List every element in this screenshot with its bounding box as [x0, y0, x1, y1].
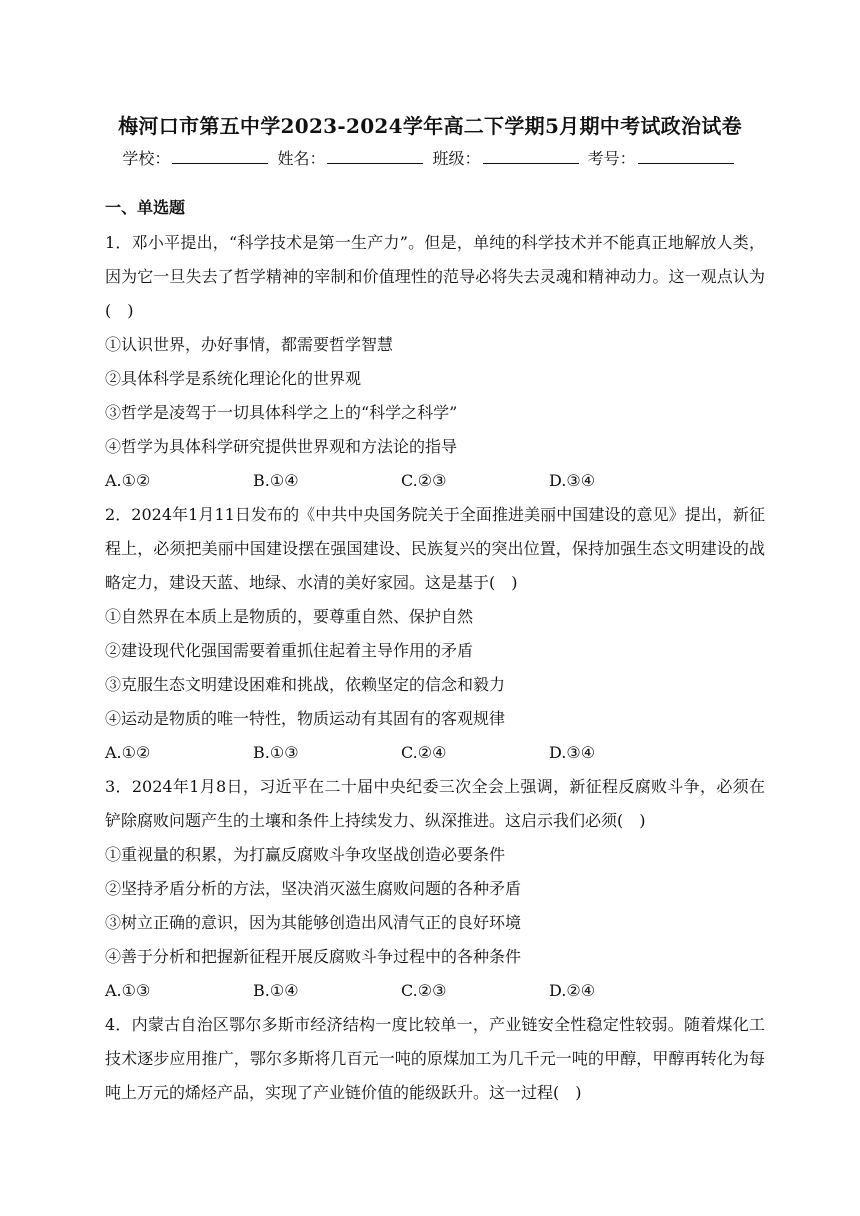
name-blank[interactable]: [327, 149, 423, 164]
section-heading: 一、单选题: [105, 198, 186, 217]
choice-a[interactable]: A.①③: [105, 981, 151, 1000]
question-option: ②具体科学是系统化理论化的世界观: [105, 369, 362, 388]
question-option: ③树立正确的意识，因为其能够创造出风清气正的良好环境: [105, 913, 522, 932]
question-4: [105, 1008, 765, 1110]
question-stem: 1．邓小平提出，“科学技术是第一生产力”。但是，单纯的科学技术并不能真正地解放人类，因为它一旦失去了哲学精神的宰制和价值理性的范导必将失去灵魂和精神动力。这一观点认为( ): [105, 233, 765, 320]
choice-a[interactable]: A.①②: [105, 471, 151, 490]
choice-d[interactable]: D.③④: [549, 471, 596, 490]
class-label: 班级：: [432, 149, 481, 168]
question-stem: 4．内蒙古自治区鄂尔多斯市经济结构一度比较单一，产业链安全性稳定性较弱。随着煤化工技术逐步应用推广，鄂尔多斯将几百元一吨的原煤加工为几千元一吨的甲醇，甲醇再转化为每吨上万元的烯烃产品，实现了产业链价值的能级跃升。这一过程( ): [105, 1015, 765, 1102]
question-option: ②建设现代化强国需要着重抓住起着主导作用的矛盾: [105, 641, 474, 660]
choice-c[interactable]: C.②③: [401, 471, 447, 490]
question-option: ①自然界在本质上是物质的，要尊重自然、保护自然: [105, 607, 474, 626]
school-label: 学校：: [122, 149, 171, 168]
choice-c[interactable]: C.②③: [401, 981, 447, 1000]
question-2: [105, 498, 765, 770]
question-option: ④运动是物质的唯一特性，物质运动有其固有的客观规律: [105, 709, 506, 728]
question-3: [105, 770, 765, 1008]
choice-d[interactable]: D.②④: [549, 981, 596, 1000]
choice-a[interactable]: A.①②: [105, 743, 151, 762]
question-option: ③克服生态文明建设困难和挑战，依赖坚定的信念和毅力: [105, 675, 506, 694]
choice-b[interactable]: B.①④: [253, 981, 299, 1000]
question-option: ①重视量的积累，为打赢反腐败斗争攻坚战创造必要条件: [105, 845, 506, 864]
question-option: ④哲学为具体科学研究提供世界观和方法论的指导: [105, 437, 458, 456]
class-blank[interactable]: [483, 149, 579, 164]
question-option: ①认识世界，办好事情，都需要哲学智慧: [105, 335, 394, 354]
answer-choices: [105, 974, 765, 1008]
choice-d[interactable]: D.③④: [549, 743, 596, 762]
question-option: ③哲学是凌驾于一切具体科学之上的“科学之科学”: [105, 403, 458, 422]
question-stem: 3．2024年1月8日，习近平在二十届中央纪委三次全会上强调，新征程反腐败斗争，必须在铲除腐败问题产生的土壤和条件上持续发力、纵深推进。这启示我们必须( ): [105, 777, 765, 830]
choice-b[interactable]: B.①③: [253, 743, 299, 762]
question-option: ②坚持矛盾分析的方法，坚决消灭滋生腐败问题的各种矛盾: [105, 879, 522, 898]
exam-number-blank[interactable]: [638, 149, 734, 164]
name-label: 姓名：: [277, 149, 326, 168]
school-blank[interactable]: [172, 149, 268, 164]
exam-title: 梅河口市第五中学2023-2024学年高二下学期5月期中考试政治试卷: [118, 114, 742, 138]
answer-choices: [105, 464, 765, 498]
choice-b[interactable]: B.①④: [253, 471, 299, 490]
question-stem: 2．2024年1月11日发布的《中共中央国务院关于全面推进美丽中国建设的意见》提出，新征程上，必须把美丽中国建设摆在强国建设、民族复兴的突出位置，保持加强生态文明建设的战略定力，建设天蓝、地绿、水清的美好家园。这是基于( ): [105, 505, 765, 592]
question-option: ④善于分析和把握新征程开展反腐败斗争过程中的各种条件: [105, 947, 522, 966]
exam-number-label: 考号：: [587, 149, 636, 168]
answer-choices: [105, 736, 765, 770]
student-info-fields: [0, 146, 860, 169]
question-section: [105, 196, 765, 1110]
question-1: [105, 226, 765, 498]
choice-c[interactable]: C.②④: [401, 743, 447, 762]
